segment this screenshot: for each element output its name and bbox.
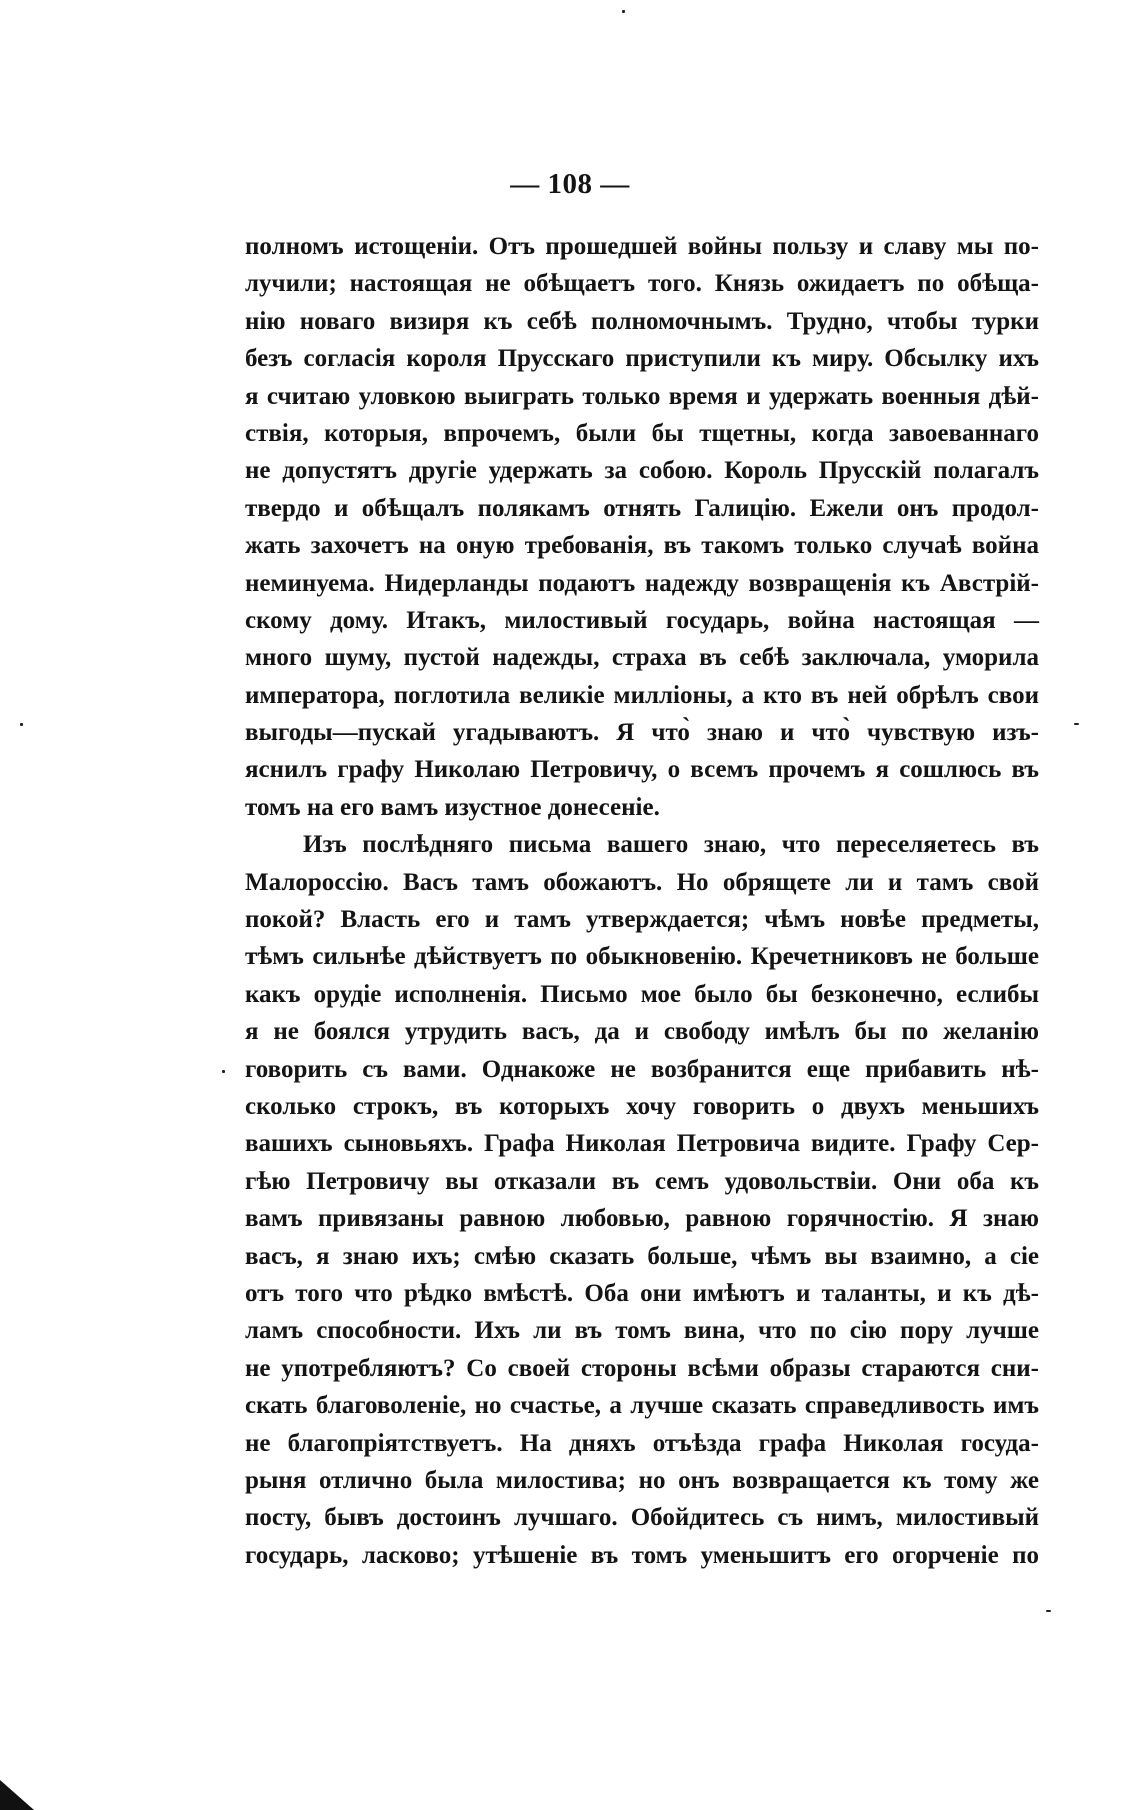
text-line: лучили; настоящая не обѣщаетъ того. Князь ожидаетъ по обѣща- <box>245 270 1039 298</box>
text-line: я не боялся утрудить васъ, да и свободу имѣлъ бы по желанію <box>245 1018 1039 1046</box>
text-line: вамъ привязаны равною любовью, равною горячностію. Я знаю <box>245 1205 1039 1233</box>
text-line: отъ того что рѣдко вмѣстѣ. Оба они имѣютъ и таланты, и къ дѣ- <box>245 1279 1039 1307</box>
paragraph-2 <box>245 826 1039 1574</box>
scan-corner-mark <box>0 1780 34 1810</box>
page-number: — 108 — <box>510 168 630 200</box>
text-line: васъ, я знаю ихъ; смѣю сказать больше, чѣмъ вы взаимно, а сіе <box>245 1242 1039 1270</box>
scan-speck <box>1046 1610 1051 1612</box>
scan-speck <box>1074 723 1079 725</box>
text-line: Малороссію. Васъ тамъ обожаютъ. Но обрящете ли и тамъ свой <box>245 868 1039 896</box>
text-line: выгоды—пускай угадываютъ. Я что̀ знаю и что̀ чувствую изъ- <box>245 719 1039 747</box>
text-line: ламъ способности. Ихъ ли въ томъ вина, что по сію пору лучше <box>245 1317 1039 1345</box>
body-text <box>245 228 1039 1574</box>
text-line: государь, ласково; утѣшеніе въ томъ уменьшитъ его огорченіе по <box>245 1541 1039 1569</box>
text-line: говорить съ вами. Однакоже не возбранится еще прибавить нѣ- <box>245 1055 1039 1083</box>
text-line: тѣмъ сильнѣе дѣйствуетъ по обыкновенію. Кречетниковъ не больше <box>245 943 1039 971</box>
text-line: нію новаго визиря къ себѣ полномочнымъ. Трудно, чтобы турки <box>245 307 1039 335</box>
text-line: много шуму, пустой надежды, страха въ себѣ заключала, уморила <box>245 644 1039 672</box>
text-line: рыня отлично была милостива; но онъ возвращается къ тому же <box>245 1466 1039 1494</box>
text-line: покой? Власть его и тамъ утверждается; чѣмъ новѣе предметы, <box>245 906 1039 934</box>
scan-speck <box>20 723 23 726</box>
text-line: гѣю Петровичу вы отказали въ семъ удовольствіи. Они оба къ <box>245 1167 1039 1195</box>
text-line: твердо и обѣщалъ полякамъ отнять Галицію. Ежели онъ продол- <box>245 494 1039 522</box>
text-line: я считаю уловкою выиграть только время и удержать военныя дѣй- <box>245 382 1039 410</box>
text-line: не благопріятствуетъ. На дняхъ отъѣзда графа Николая госуда- <box>245 1429 1039 1457</box>
text-line: неминуема. Нидерланды подаютъ надежду возвращенія къ Австрій- <box>245 569 1039 597</box>
text-line: не допустятъ другіе удержать за собою. Король Прусскій полагалъ <box>245 457 1039 485</box>
text-line: скому дому. Итакъ, милостивый государь, война настоящая — <box>245 606 1039 634</box>
text-line: томъ на его вамъ изустное донесеніе. <box>245 793 660 821</box>
scan-speck <box>222 1070 225 1073</box>
text-line: посту, бывъ достоинъ лучшаго. Обойдитесь съ нимъ, милостивый <box>245 1504 1039 1532</box>
text-line: безъ согласія короля Прусскаго приступили къ миру. Обсылку ихъ <box>245 345 1039 373</box>
text-line: жать захочетъ на оную требованія, въ такомъ только случаѣ война <box>245 532 1039 560</box>
text-line: сколько строкъ, въ которыхъ хочу говорить о двухъ меньшихъ <box>245 1092 1039 1120</box>
text-line: Изъ послѣдняго письма вашего знаю, что переселяетесь въ <box>303 831 1039 859</box>
text-line: скать благоволеніе, но счастье, а лучше сказать справедливость имъ <box>245 1392 1039 1420</box>
text-line: вашихъ сыновьяхъ. Графа Николая Петровича видите. Графу Сер- <box>245 1130 1039 1158</box>
text-line: императора, поглотила великіе милліоны, а кто въ ней обрѣлъ свои <box>245 681 1039 709</box>
text-line: не употребляютъ? Со своей стороны всѣми образы стараются сни- <box>245 1354 1039 1382</box>
scan-speck <box>622 10 625 13</box>
text-line: полномъ истощеніи. Отъ прошедшей войны пользу и славу мы по- <box>245 233 1039 260</box>
paragraph-1 <box>245 228 1039 826</box>
text-line: какъ орудіе исполненія. Письмо мое было бы безконечно, еслибы <box>245 980 1039 1008</box>
text-line: яснилъ графу Николаю Петровичу, о всемъ прочемъ я сошлюсь въ <box>245 756 1039 784</box>
text-line: ствія, которыя, впрочемъ, были бы тщетны, когда завоеваннаго <box>245 419 1039 447</box>
